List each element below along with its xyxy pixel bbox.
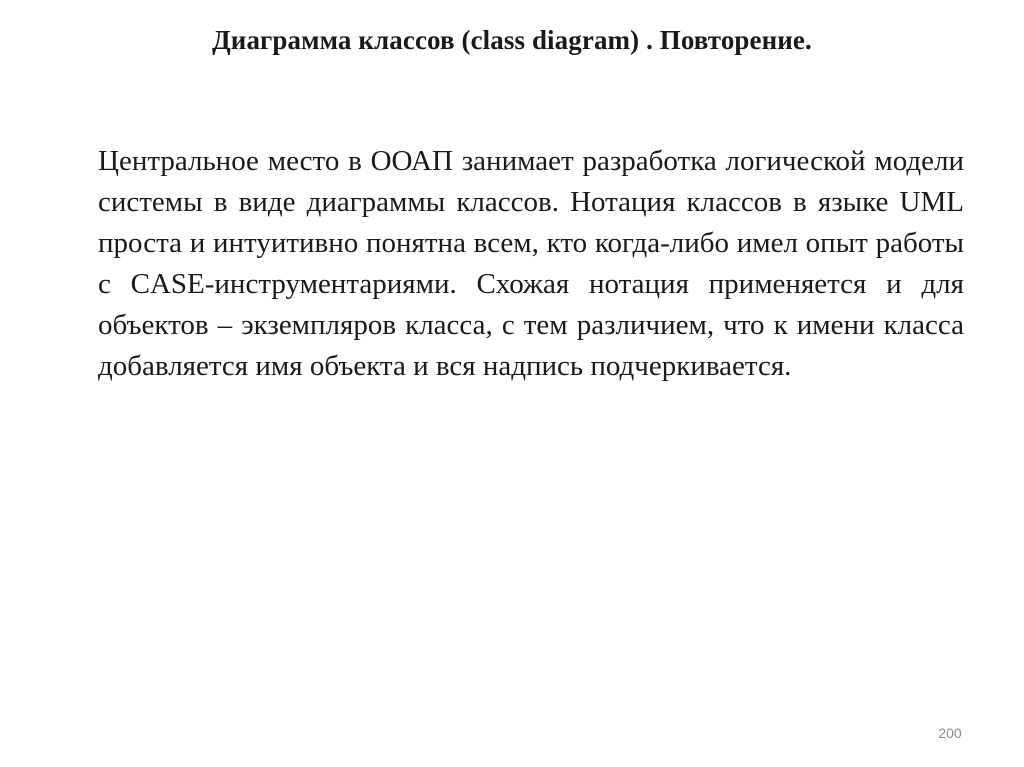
- slide-body-text: Центральное место в ООАП занимает разработка логической модели системы в виде диаграммы классов. Нотация классов в языке UML проста и интуитивно понятна всем, кто когда-либо имел опыт работы с CASE-инструментариями. Схожая нотация применяется и для объектов – экземпляров класса, с тем различием, что к имени класса добавляется имя объекта и вся надпись подчеркивается.: [98, 145, 964, 382]
- page-number: 200: [938, 725, 962, 741]
- slide-title: Диаграмма классов (class diagram) . Повторение.: [212, 25, 812, 55]
